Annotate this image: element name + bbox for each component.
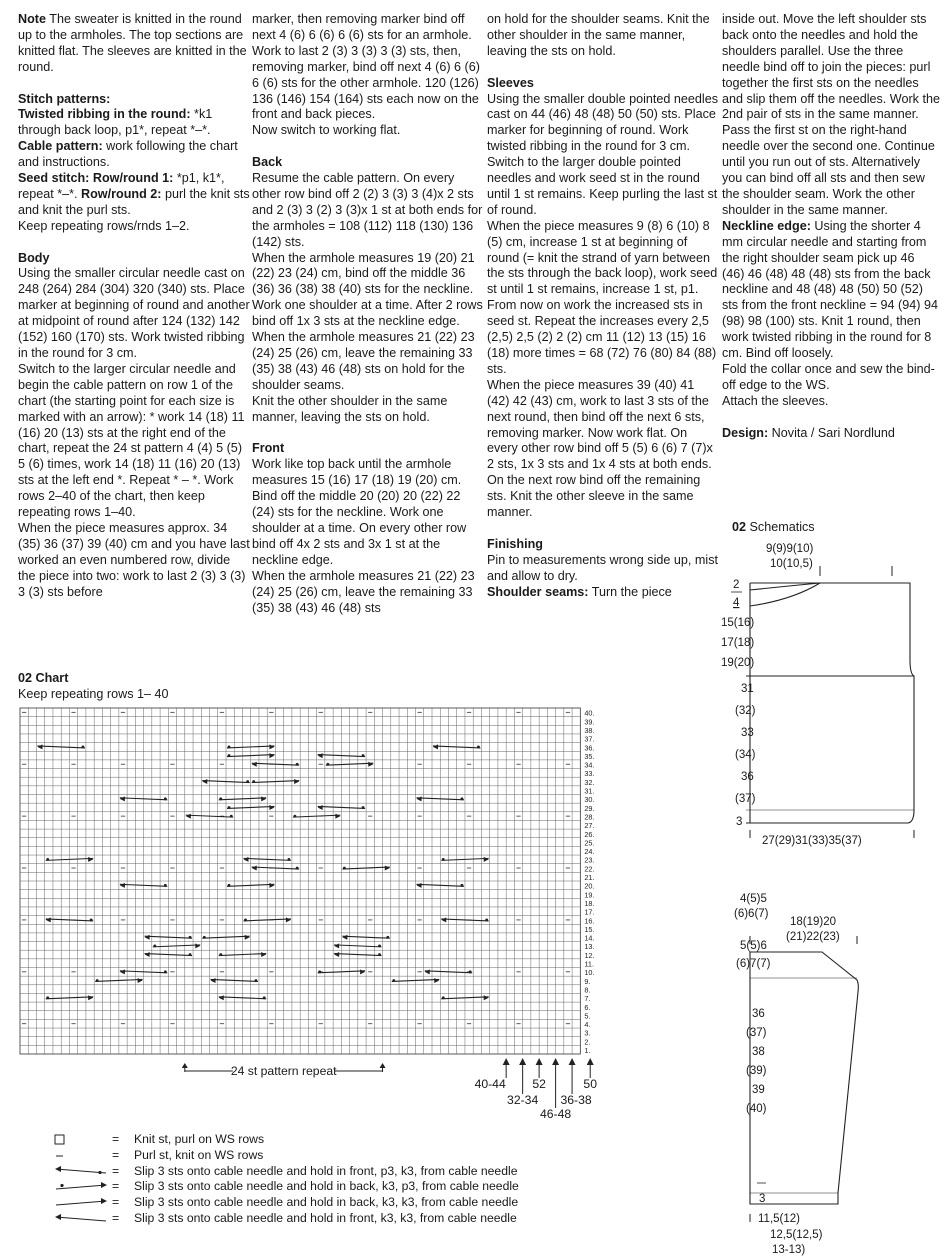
- equals-sign: =: [112, 1195, 120, 1210]
- size-arrow: [503, 1058, 510, 1065]
- row-numbers: [584, 709, 594, 1055]
- sleeve-width-label: 18(19)20: [790, 916, 837, 928]
- size-arrow: [552, 1058, 559, 1065]
- body-schematic: [721, 540, 938, 860]
- size-markers: [475, 1058, 598, 1121]
- legend-row: [54, 1148, 519, 1164]
- sleeve-length-label: 38: [752, 1046, 765, 1058]
- paragraph: When the armhole measures 21 (22) 23 (24) 25 (26) cm, leave the remaining 33 (35) 38 (43) 46 (48) sts on hold for the shoulder seams.: [252, 330, 475, 392]
- cable-left-p3k3-icon: [54, 1164, 112, 1178]
- paragraph: Now switch to working flat.: [252, 123, 401, 138]
- paragraph: When the piece measures 39 (40) 41 (42) 42 (43) cm, work to last 3 sts of the next round, then bind off the next 6 sts, removing marker. Now work flat. On every other row bind off 5 (5) 6 (6) 7 (7)x 2 sts, 1x 3 sts and 1x 4 sts at both ends. On the next row bind off the remaining sts. Knit the other sleeve in the same manner.: [487, 377, 713, 520]
- row-number: 15.: [584, 924, 595, 934]
- sleeve-cap-label: 5(5)6: [740, 940, 767, 952]
- legend-row: [54, 1179, 519, 1195]
- cuff-width-label: 13-13): [772, 1244, 806, 1256]
- neck-depth-label: 4: [733, 597, 740, 609]
- repeat-label: 24 st pattern repeat: [230, 1064, 337, 1078]
- row-number: 36.: [584, 743, 595, 753]
- body-width-label: 27(29)31(33)35(37): [762, 835, 862, 847]
- sleeve-length-label: (40): [746, 1103, 767, 1115]
- row-number: 11.: [584, 959, 594, 969]
- legend-row: [54, 1132, 519, 1148]
- body-length-label: (32): [735, 705, 756, 717]
- paragraph: Seed stitch: Row/round 1: *p1, k1*, repeat *–*. Row/round 2: purl the knit sts and knit the purl sts.: [18, 171, 250, 217]
- cable-chart: [16, 704, 616, 1121]
- paragraph: on hold for the shoulder seams. Knit the other shoulder in the same manner, leaving the sts on hold.: [487, 12, 710, 58]
- paragraph: Note The sweater is knitted in the round up to the armholes. The top sections are knitted flat. The sleeves are knitted in the round.: [18, 12, 247, 74]
- paragraph: Keep repeating rows/rnds 1–2.: [18, 218, 190, 233]
- schematics-title: 02 Schematics: [732, 520, 815, 534]
- chart-grid: [20, 708, 580, 1054]
- row-number: 5.: [584, 1011, 591, 1021]
- row-number: 4.: [584, 1020, 591, 1030]
- row-number: 18.: [584, 898, 595, 908]
- row-number: 26.: [584, 829, 595, 839]
- row-number: 39.: [584, 717, 595, 727]
- legend-text: Slip 3 sts onto cable needle and hold in front, k3, k3, from cable needle: [134, 1210, 517, 1225]
- text-column-3: [487, 12, 719, 601]
- row-number: 38.: [584, 725, 595, 735]
- size-arrow: [536, 1058, 543, 1065]
- legend-row: [54, 1195, 519, 1211]
- row-number: 9.: [584, 976, 591, 986]
- paragraph: When the armhole measures 21 (22) 23 (24) 25 (26) cm, leave the remaining 33 (35) 38 (43) 46 (48) sts: [252, 568, 475, 615]
- neck-depth-label: 2: [733, 579, 740, 591]
- sleeve-cap-label: (6)7(7): [736, 958, 771, 970]
- size-arrow: [587, 1058, 594, 1065]
- size-label: 40-44: [474, 1077, 506, 1091]
- chart-legend: [54, 1132, 519, 1227]
- row-number: 34.: [584, 760, 595, 770]
- section-heading: Body: [18, 250, 50, 265]
- paragraph: inside out. Move the left shoulder sts back onto the needles and hold the shoulders parallel. Use the three needle bind off to join the pieces: purl together the first sts on the needles and slip them off the needles. Work the 2nd pair of sts in the same manner. Pass the first st on the right-hand needle over the second one. Continue until you run out of sts. Alternatively you can bind off all sts and then sew the shoulder seam. Work the other shoulder in the same manner.: [722, 12, 940, 217]
- section-heading: Design: Novita / Sari Nordlund: [722, 425, 895, 440]
- equals-sign: =: [112, 1147, 120, 1162]
- paragraph: marker, then removing marker bind off next 4 (6) 6 (6) 6 (6) sts for an armhole. Work to last 2 (3) 3 (3) 3 (3) sts, then, removing marker, bind off next 4 (6) 6 (6) 6 (6) sts for the other armhole. 120 (126) 136 (146) 154 (164) sts each now on the front and back pieces.: [252, 12, 480, 122]
- row-number: 27.: [584, 821, 595, 831]
- repeat-indicator: [182, 1063, 386, 1078]
- row-number: 28.: [584, 812, 595, 822]
- row-number: 29.: [584, 803, 595, 813]
- knit-square-icon: [54, 1133, 112, 1147]
- body-length-label: 33: [741, 727, 754, 739]
- armhole-depth-label: 15(16): [721, 617, 755, 629]
- paragraph: When the piece measures approx. 34 (35) 36 (37) 39 (40) cm and you have last worked an even numbered row, divide the piece into two: work to last 2 (3) 3 (3) 3 (3) sts before: [18, 520, 250, 599]
- sleeve-top-label: 4(5)5: [740, 893, 767, 905]
- row-number: 40.: [584, 708, 595, 718]
- cable-right-k3k3-icon: [54, 1196, 112, 1210]
- size-label: 32-34: [507, 1093, 539, 1107]
- paragraph: Fold the collar once and sew the bind-off edge to the WS.: [722, 361, 935, 392]
- sleeve-length-label: 39: [752, 1084, 765, 1096]
- sleeve-width-label: (21)22(23): [786, 931, 840, 943]
- cuff-width-label: 12,5(12,5): [770, 1229, 823, 1241]
- neck-width-label: 9(9)9(10): [766, 543, 814, 555]
- cable-right-k3p3-icon: [54, 1180, 112, 1194]
- sleeve-length-label: 36: [752, 1008, 765, 1020]
- cable-left-k3k3-icon: [54, 1212, 112, 1226]
- paragraph: Using the smaller double pointed needles cast on 44 (46) 48 (48) 50 (50) sts. Place marker for beginning of round. Work twisted ribbing in the round for 3 cm. Switch to the larger double pointed needles and work seed st in the round until 1 st remains. Keep purling the last st of round.: [487, 91, 719, 217]
- row-number: 25.: [584, 838, 595, 848]
- armhole-depth-label: 19(20): [721, 657, 755, 669]
- row-number: 22.: [584, 864, 595, 874]
- text-column-4: [722, 12, 940, 441]
- chart-subtitle: Keep repeating rows 1– 40: [18, 686, 169, 701]
- section-heading: Finishing: [487, 536, 543, 551]
- legend-text: Knit st, purl on WS rows: [134, 1132, 265, 1146]
- armhole-depth-label: 17(18): [721, 637, 755, 649]
- sleeve-schematic: [728, 880, 938, 1260]
- paragraph: When the piece measures 9 (8) 6 (10) 8 (5) cm, increase 1 st at beginning of round (= knit the strand of yarn between the sts through the back loop), work seed st until 1 st remains, increase 1 st, p1. From now on work the increased sts in seed st. Repeat the increases every 2,5 (2,5) 2,5 (2) 2 (2) cm 11 (12) 13 (15) 16 (18) more times = 68 (72) 76 (80) 84 (88) sts.: [487, 218, 718, 376]
- legend-text: Slip 3 sts onto cable needle and hold in back, k3, p3, from cable needle: [134, 1179, 519, 1194]
- neck-width-label: 10(10,5): [770, 558, 813, 570]
- paragraph: Pin to measurements wrong side up, mist and allow to dry.: [487, 552, 718, 583]
- size-label: 50: [583, 1077, 597, 1091]
- sleeve-rib-label: 3: [759, 1193, 766, 1205]
- row-number: 8.: [584, 985, 591, 995]
- row-number: 24.: [584, 847, 595, 857]
- section-heading: Front: [252, 441, 285, 456]
- row-number: 12.: [584, 950, 595, 960]
- legend-row: [54, 1211, 519, 1227]
- paragraph: Switch to the larger circular needle and begin the cable pattern on row 1 of the chart (the starting point for each size is marked with an arrow): * work 14 (18) 11 (16) 20 (13) sts at the right end of the chart, repeat the 24 st pattern 4 (4) 5 (5) 5 (6) times, work 14 (18) 11 (16) 20 (13) sts at the left end *. Repeat * – *. Work rows 2–40 of the chart, then keep repeating rows 1–40.: [18, 361, 245, 520]
- body-length-label: (37): [735, 793, 756, 805]
- row-number: 30.: [584, 795, 595, 805]
- text-column-2: [252, 12, 484, 616]
- size-label: 36-38: [560, 1093, 592, 1107]
- row-number: 7.: [584, 994, 591, 1004]
- paragraph: When the armhole measures 19 (20) 21 (22) 23 (24) cm, bind off the middle 36 (36) 36 (38) 38 (40) sts for the neckline. Work one shoulder at a time. After 2 rows bind off 1x 3 sts at the neckline edge.: [252, 250, 483, 329]
- legend-text: Purl st, knit on WS rows: [134, 1147, 264, 1162]
- legend-text: Slip 3 sts onto cable needle and hold in back, k3, k3, from cable needle: [134, 1195, 519, 1210]
- chart-title: 02 Chart: [18, 671, 69, 685]
- paragraph: Cable pattern: work following the chart and instructions.: [18, 139, 238, 170]
- body-length-label: 36: [741, 771, 754, 783]
- row-number: 1.: [584, 1046, 591, 1055]
- sleeve-top-label: (6)6(7): [734, 908, 769, 920]
- row-number: 13.: [584, 942, 595, 952]
- paragraph: Work like top back until the armhole measures 15 (16) 17 (18) 19 (20) cm. Bind off the middle 20 (20) 20 (22) 22 (24) sts for the neckline. Work one shoulder at a time. On every other row bind off 4x 2 sts and 3x 1 st at the neckline edge.: [252, 457, 467, 567]
- row-number: 20.: [584, 881, 595, 891]
- row-number: 32.: [584, 777, 595, 787]
- size-arrow: [569, 1058, 576, 1065]
- legend-row: [54, 1164, 519, 1180]
- row-number: 31.: [584, 786, 595, 796]
- equals-sign: =: [112, 1210, 120, 1225]
- row-number: 16.: [584, 916, 595, 926]
- equals-sign: =: [112, 1163, 120, 1178]
- paragraph: Using the smaller circular needle cast on 248 (264) 284 (304) 320 (340) sts. Place marker at beginning of round and another at midpoint of round after 124 (132) 142 (152) 160 (170) sts. Work twisted ribbing in the round for 3 cm.: [18, 266, 250, 360]
- cuff-width-label: 11,5(12): [758, 1213, 800, 1225]
- rib-depth-label: 3: [736, 816, 743, 828]
- row-number: 6.: [584, 1002, 591, 1012]
- row-number: 17.: [584, 907, 595, 917]
- equals-sign: =: [112, 1132, 120, 1146]
- row-number: 3.: [584, 1028, 591, 1038]
- paragraph: Neckline edge: Using the shorter 4 mm circular needle and starting from the right shoulder seam pick up 46 (46) 46 (48) 48 (48) sts from the back neckline and 48 (48) 48 (50) 50 (52) sts from the front neckline = 94 (94) 94 (98) 98 (100) sts. Knit 1 round, then work twisted ribbing in the round for 8 cm. Bind off loosely.: [722, 218, 938, 361]
- size-label: 46-48: [540, 1107, 572, 1121]
- chart-heading: [18, 671, 169, 702]
- row-number: 37.: [584, 734, 595, 744]
- row-number: 23.: [584, 855, 595, 865]
- row-number: 21.: [584, 873, 595, 882]
- size-label: 52: [532, 1077, 546, 1091]
- row-number: 2.: [584, 1037, 591, 1047]
- paragraph: Resume the cable pattern. On every other row bind off 2 (2) 3 (3) 3 (4)x 2 sts and 2 (3) 3 (2) 3 (3)x 1 st at both ends for the armholes = 108 (112) 118 (130) 136 (142) sts.: [252, 171, 483, 249]
- paragraph: Attach the sleeves.: [722, 393, 829, 408]
- body-outline: [746, 566, 914, 838]
- row-number: 33.: [584, 769, 595, 779]
- paragraph: Twisted ribbing in the round: *k1 through back loop, p1*, repeat *–*.: [18, 107, 213, 138]
- sleeve-length-label: (37): [746, 1027, 767, 1039]
- row-number: 19.: [584, 890, 595, 900]
- purl-dash-icon: [54, 1149, 112, 1163]
- paragraph: Knit the other shoulder in the same manner, leaving the sts on hold.: [252, 393, 448, 424]
- size-arrow: [519, 1058, 526, 1065]
- equals-sign: =: [112, 1179, 120, 1194]
- sleeve-outline: [750, 936, 858, 1222]
- sleeve-length-label: (39): [746, 1065, 767, 1077]
- body-length-label: (34): [735, 749, 756, 761]
- row-number: 35.: [584, 751, 595, 761]
- text-column-1: [18, 12, 250, 601]
- row-number: 10.: [584, 968, 595, 978]
- section-heading: Stitch patterns:: [18, 91, 111, 106]
- paragraph: Shoulder seams: Turn the piece: [487, 584, 672, 599]
- body-length-label: 31: [741, 683, 754, 695]
- section-heading: Sleeves: [487, 75, 534, 90]
- row-number: 14.: [584, 933, 595, 943]
- section-heading: Back: [252, 155, 283, 170]
- legend-text: Slip 3 sts onto cable needle and hold in front, p3, k3, from cable needle: [134, 1163, 518, 1178]
